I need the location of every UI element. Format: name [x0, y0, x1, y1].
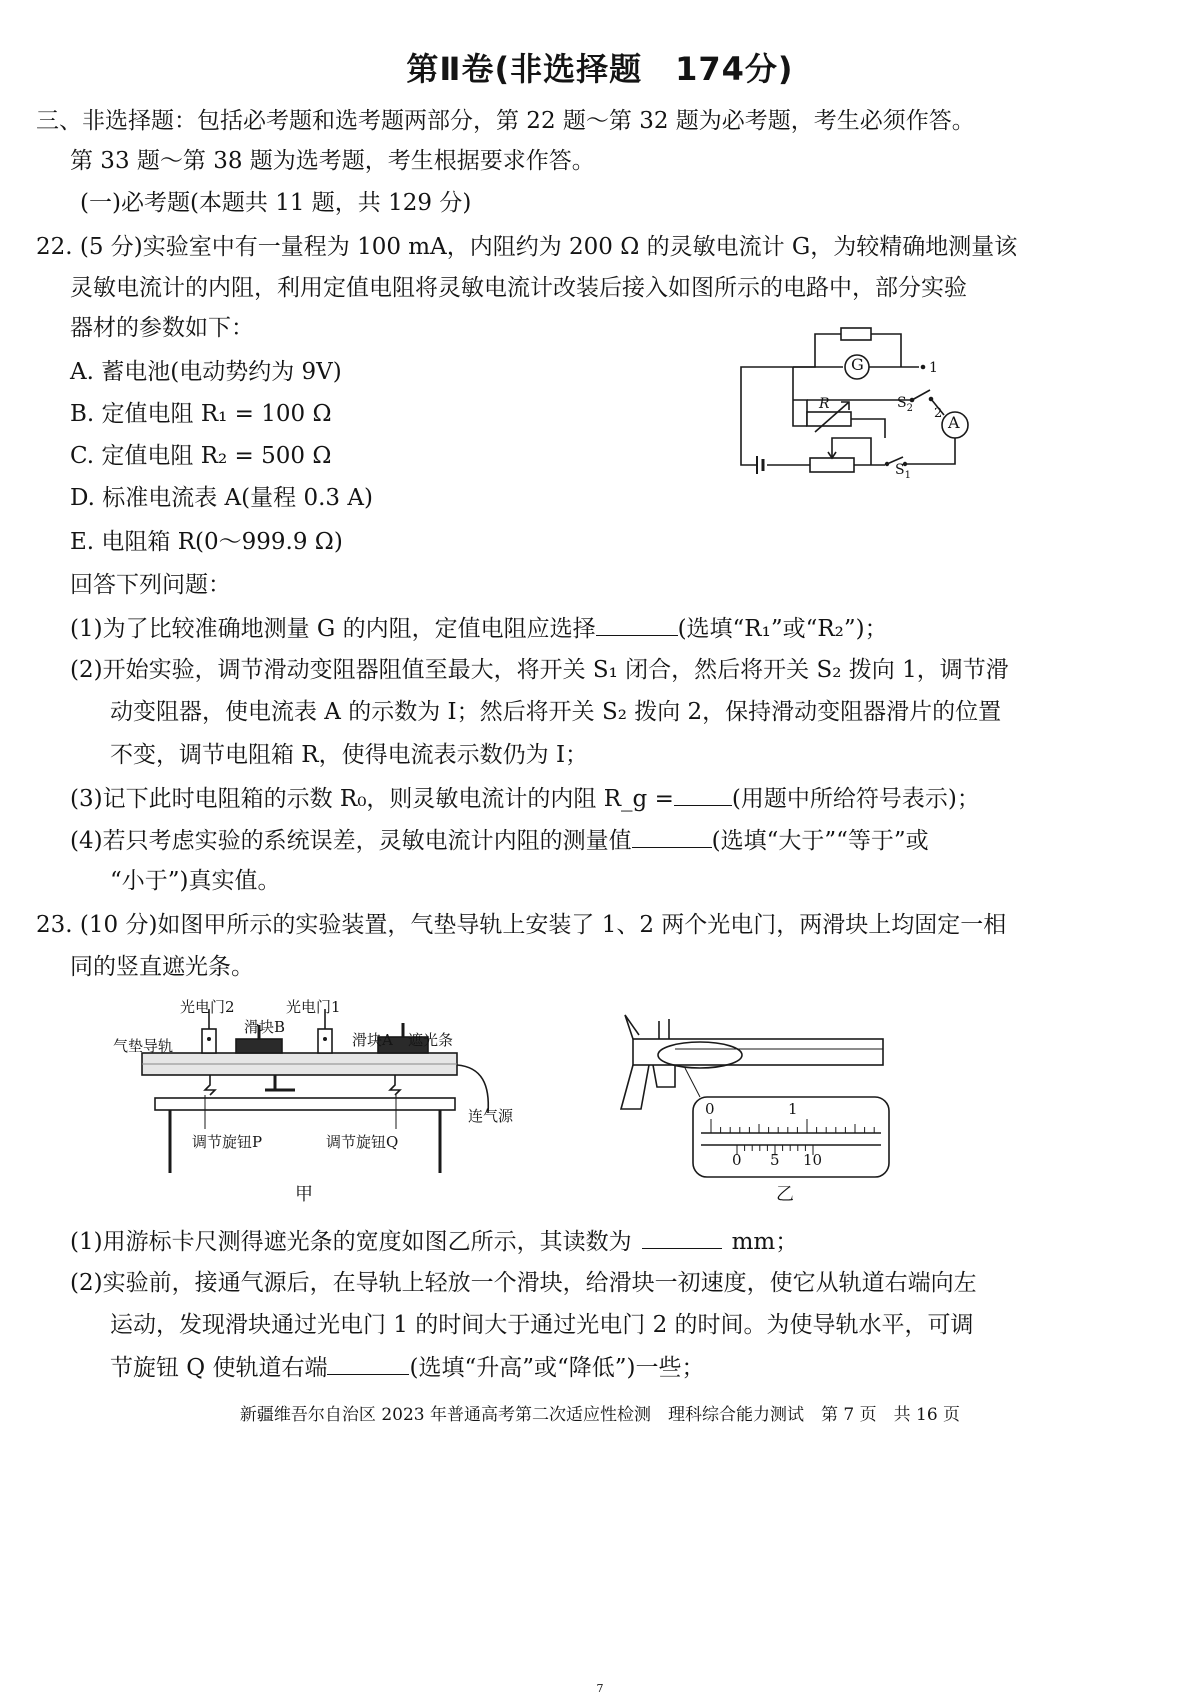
- q23-part-2-line-2: 运动，发现滑块通过光电门 1 的时间大于通过光电门 2 的时间。为使导轨水平，可调: [110, 1312, 974, 1338]
- slider-b-label: 滑块B: [244, 1018, 286, 1036]
- galvanometer-label: G: [851, 355, 864, 374]
- q22-part-3-text: (3)记下此时电阻箱的示数 R₀，则灵敏电流计的内阻 R_g =: [70, 786, 674, 812]
- q23-part-2-line-1: (2)实验前，接通气源后，在导轨上轻放一个滑块，给滑块一初速度，使它从轨道右端向左: [70, 1270, 977, 1296]
- q22-line-2: 灵敏电流计的内阻，利用定值电阻将灵敏电流计改装后接入如图所示的电路中，部分实验: [70, 275, 967, 301]
- terminal-1-label: 1: [929, 360, 938, 376]
- section-title: 第Ⅱ卷(非选择题 174分): [406, 50, 794, 88]
- slider-a-label: 滑块A: [352, 1031, 393, 1049]
- q23-part-1: [70, 1226, 798, 1257]
- ammeter-label: A: [948, 413, 960, 432]
- figure-caption-yi: 乙: [776, 1184, 794, 1205]
- gate-2-label: 光电门2: [180, 998, 235, 1016]
- air-source-label: 连气源: [468, 1107, 514, 1125]
- figure-caption-jia: 甲: [295, 1184, 313, 1205]
- q22-part-1: [70, 613, 888, 644]
- q23-part-2-line-3: [110, 1352, 704, 1383]
- q22-part-4: [70, 825, 929, 856]
- required-section-heading: (一)必考题(本题共 11 题，共 129 分): [80, 190, 472, 216]
- vernier-caliper-figure: [615, 1005, 895, 1210]
- answer-blank[interactable]: [596, 613, 678, 636]
- q22-part-4-suffix: (选填“大于”“等于”或: [711, 828, 929, 854]
- resistor-box-label: R: [819, 396, 830, 412]
- q23-part-1-suffix: mm；: [731, 1229, 799, 1255]
- switch-s2-label: $S_2$: [897, 395, 913, 414]
- page-number: 7: [596, 1682, 604, 1695]
- gate-1-label: 光电门1: [286, 998, 341, 1016]
- knob-p-label: 调节旋钮P: [192, 1133, 263, 1151]
- main-scale-1: 1: [788, 1100, 798, 1118]
- q22-option-a: A. 蓄电池(电动势约为 9V): [70, 359, 342, 385]
- q22-option-d: D. 标准电流表 A(量程 0.3 A): [70, 485, 373, 511]
- q22-line-1: 22. (5 分)实验室中有一量程为 100 mA，内阻约为 200 Ω 的灵敏电流计 G，为较精确地测量该: [36, 234, 1018, 260]
- page-footer: 新疆维吾尔自治区 2023 年普通高考第二次适应性检测 理科综合能力测试 第 7 页 共 16 页: [239, 1405, 961, 1425]
- q22-part-2-line-2: 动变阻器，使电流表 A 的示数为 I；然后将开关 S₂ 拨向 2，保持滑动变阻器滑片的位置: [110, 699, 1002, 725]
- q22-answer-prompt: 回答下列问题：: [70, 572, 231, 598]
- switch-s1-label: $S_1$: [895, 462, 911, 481]
- q22-part-2-line-1: (2)开始实验，调节滑动变阻器阻值至最大，将开关 S₁ 闭合，然后将开关 S₂ 拨向 1，调节滑: [70, 657, 1009, 683]
- answer-blank[interactable]: [327, 1352, 409, 1375]
- q22-option-b: B. 定值电阻 R₁ = 100 Ω: [70, 401, 332, 427]
- q23-part-1-text: (1)用游标卡尺测得遮光条的宽度如图乙所示，其读数为: [70, 1229, 632, 1255]
- q23-line-2: 同的竖直遮光条。: [70, 954, 254, 980]
- q23-line-1: 23. (10 分)如图甲所示的实验装置，气垫导轨上安装了 1、2 两个光电门，两滑块上均固定一相: [36, 912, 1007, 938]
- q22-part-1-suffix: (选填“R₁”或“R₂”)；: [677, 616, 888, 642]
- vernier-scale-5: 5: [770, 1151, 780, 1169]
- q22-part-1-text: (1)为了比较准确地测量 G 的内阻，定值电阻应选择: [70, 616, 596, 642]
- q22-option-e: E. 电阻箱 R(0～999.9 Ω): [70, 529, 343, 555]
- q23-part-2-text: 节旋钮 Q 使轨道右端: [110, 1355, 328, 1381]
- air-rail-label: 气垫导轨: [113, 1037, 174, 1055]
- q22-part-2-line-3: 不变，调节电阻箱 R，使得电流表示数仍为 I；: [110, 742, 589, 768]
- vernier-scale-0: 0: [732, 1151, 742, 1169]
- q22-line-3: 器材的参数如下：: [70, 315, 254, 341]
- main-scale-0: 0: [705, 1100, 715, 1118]
- instructions-line-1: 三、非选择题：包括必考题和选考题两部分，第 22 题～第 32 题为必考题，考生必须作答。: [36, 108, 975, 134]
- terminal-2-label: 2: [934, 406, 943, 421]
- answer-blank[interactable]: [674, 783, 732, 806]
- q23-part-2-suffix: (选填“升高”或“降低”)一些；: [409, 1355, 705, 1381]
- circuit-diagram: [735, 320, 975, 490]
- answer-blank[interactable]: [642, 1226, 722, 1249]
- vernier-scale-10: 10: [803, 1151, 823, 1169]
- q22-part-3-suffix: (用题中所给符号表示)；: [731, 786, 980, 812]
- q22-option-c: C. 定值电阻 R₂ = 500 Ω: [70, 443, 332, 469]
- q22-part-4-line-2: “小于”)真实值。: [110, 868, 281, 894]
- answer-blank[interactable]: [632, 825, 712, 848]
- q22-part-3: [70, 783, 980, 814]
- air-track-figure: [110, 995, 550, 1210]
- q22-part-4-text: (4)若只考虑实验的系统误差，灵敏电流计内阻的测量值: [70, 828, 632, 854]
- instructions-line-2: 第 33 题～第 38 题为选考题，考生根据要求作答。: [70, 148, 595, 174]
- knob-q-label: 调节旋钮Q: [326, 1133, 399, 1151]
- strip-label: 遮光条: [408, 1031, 454, 1049]
